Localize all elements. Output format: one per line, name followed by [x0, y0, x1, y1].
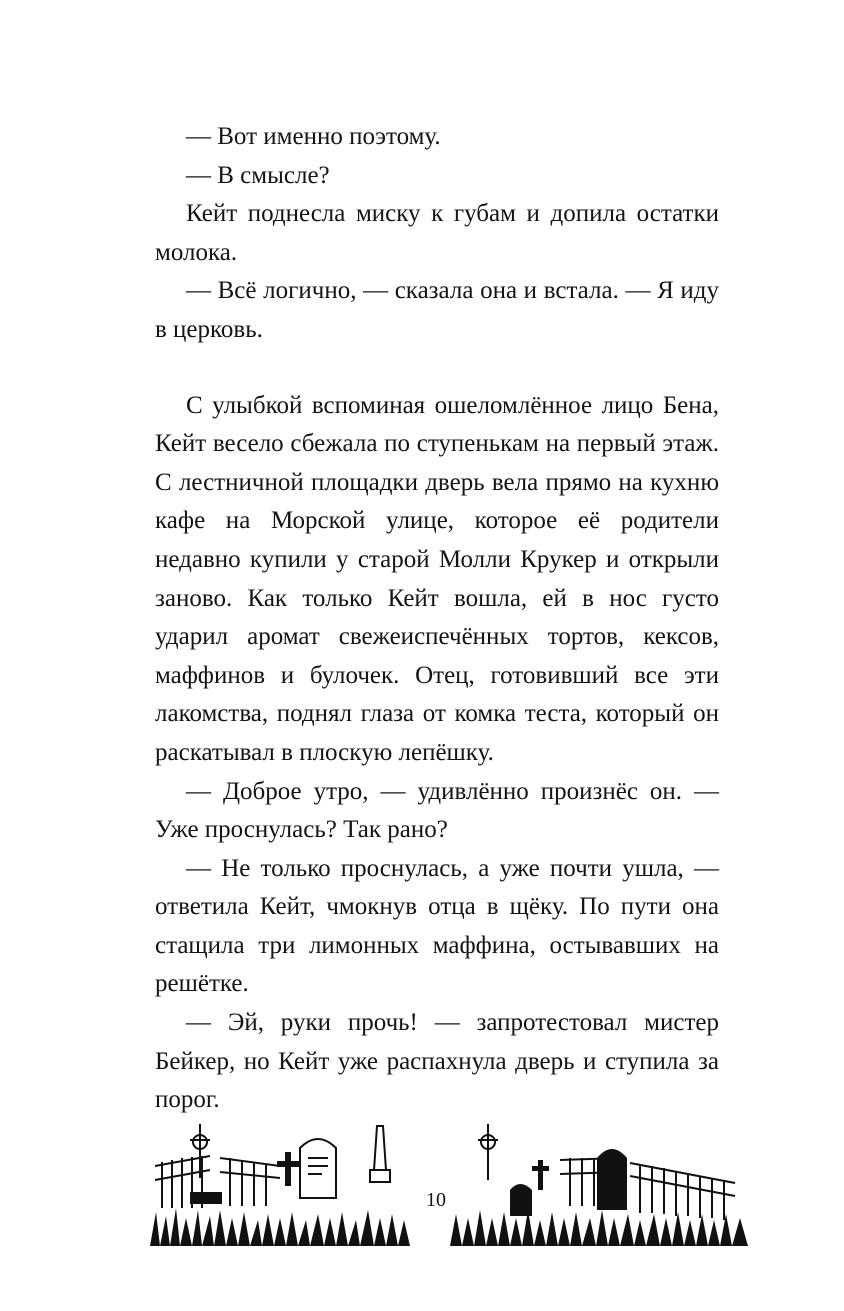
- section-break: [155, 350, 719, 387]
- page-text: [155, 118, 719, 1120]
- paragraph: С улыбкой вспоминая ошеломлённое лицо Бена, Кейт весело сбежала по ступенькам на первый этаж. С лестничной площадки дверь вела прямо на кухню кафе на Морской улице, которое её родители недавно купили у старой Молли Крукер и открыли заново. Как только Кейт вошла, ей в нос густо ударил аромат свежеиспечённых тортов, кексов, маффинов и булочек. Отец, готовивший все эти лакомства, поднял глаза от комка теста, который он раскатывал в плоскую лепёшку.: [155, 391, 719, 766]
- paragraph: — Эй, руки прочь! — запротестовал мистер Бейкер, но Кейт уже распахнула дверь и ступила за порог.: [155, 1009, 719, 1114]
- paragraph: — В смысле?: [186, 161, 330, 189]
- paragraph: — Доброе утро, — удивлённо произнёс он. — Уже проснулась? Так рано?: [155, 777, 719, 844]
- page-number: 10: [421, 1188, 451, 1212]
- graveyard-illustration-icon: [150, 1118, 748, 1246]
- paragraph: — Не только проснулась, а уже почти ушла, — ответила Кейт, чмокнув отца в щёку. По пути она стащила три лимонных маффина, остывавших на решётке.: [155, 854, 719, 998]
- paragraph: — Всё логично, — сказала она и встала. — Я иду в церковь.: [155, 277, 719, 343]
- paragraph: — Вот именно поэтому.: [186, 123, 441, 150]
- paragraph: Кейт поднесла миску к губам и допила остатки молока.: [155, 200, 719, 266]
